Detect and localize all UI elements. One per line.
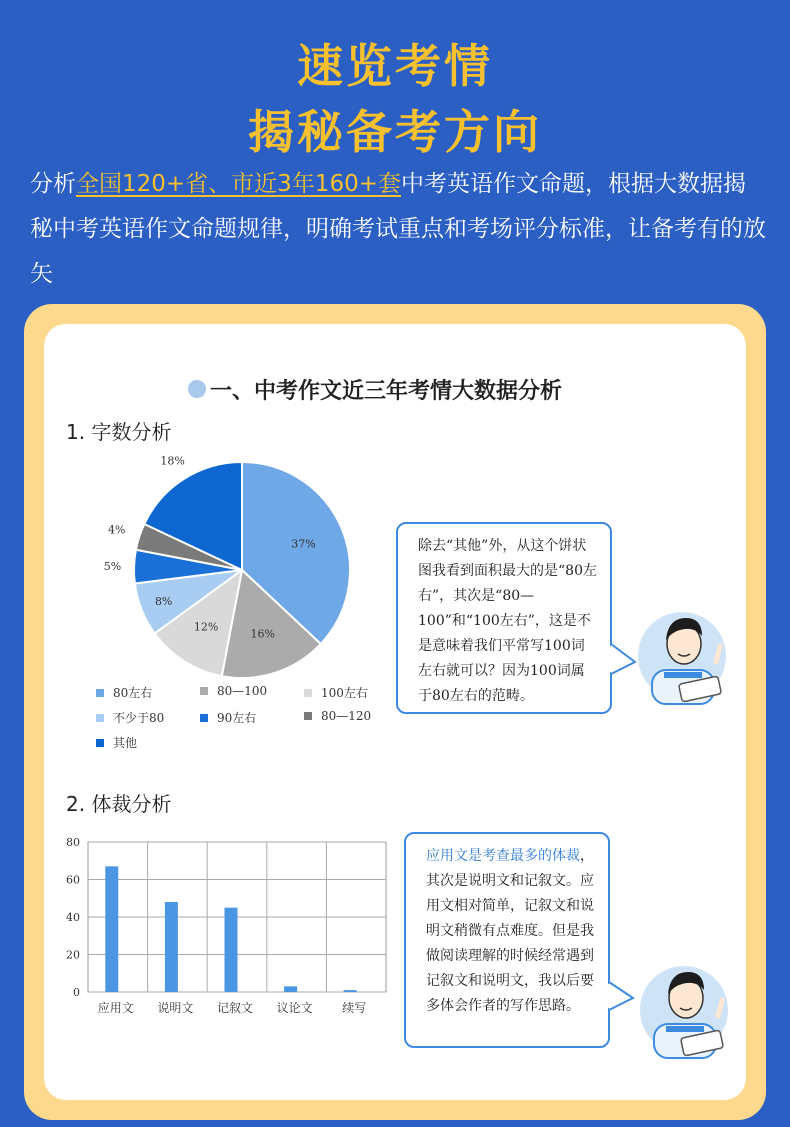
legend-label: 其他 xyxy=(113,736,138,750)
bullet-dot-icon xyxy=(188,380,206,398)
section-heading xyxy=(188,372,562,406)
legend-swatch xyxy=(96,689,104,697)
pie-slice-label: 4% xyxy=(107,523,126,537)
x-tick-label: 记叙文 xyxy=(216,1001,254,1015)
subheading-word-count: 1. 字数分析 xyxy=(66,420,172,444)
legend-item xyxy=(96,709,164,726)
bubble2-text: ，其次是说明文和记叙文。应用文相对简单，记叙文和说明文稍微有点难度。但是我做阅读理解的时候经常遇到记叙文和说明文，我以后要多体会作者的写作思路。 xyxy=(426,848,594,1014)
legend-label: 100左右 xyxy=(321,686,368,700)
legend-item xyxy=(304,709,371,723)
intro-part2: 中考英语作文命题，根据大数据揭秘中考英语作文命题规律，明确考试重点和考场评分标准，让备考有的放矢 xyxy=(30,171,766,287)
bar xyxy=(225,908,238,992)
legend-swatch xyxy=(96,714,104,722)
pie-chart xyxy=(100,456,370,686)
y-tick-label: 60 xyxy=(66,873,80,887)
student-avatar-icon xyxy=(632,950,732,1060)
legend-swatch xyxy=(304,712,312,720)
student-avatar-icon xyxy=(630,596,730,706)
intro-part1: 分析 xyxy=(30,171,76,197)
pie-slice-label: 8% xyxy=(154,595,173,609)
bubble1-text: 除去“其他”外，从这个饼状图我看到面积最大的是“80左右”，其次是“80—100”和“100左右”，这是不是意味着我们平常写100词左右就可以？因为100词属于80左右的范畴。 xyxy=(418,538,597,704)
subheading-genre: 2. 体裁分析 xyxy=(66,792,172,816)
y-tick-label: 0 xyxy=(73,986,80,999)
x-tick-label: 议论文 xyxy=(276,1001,313,1015)
pie-slice-label: 5% xyxy=(103,559,122,573)
legend-label: 80—120 xyxy=(321,709,372,723)
legend-item xyxy=(200,709,256,726)
y-tick-label: 20 xyxy=(66,948,80,962)
speech-bubble-1 xyxy=(396,522,612,714)
legend-label: 90左右 xyxy=(217,711,257,725)
legend-label: 80左右 xyxy=(113,686,153,700)
pie-slice-label: 16% xyxy=(250,627,275,641)
bubble2-highlight: 应用文是考查最多的体裁 xyxy=(426,848,580,864)
section-heading-text: 一、中考作文近三年考情大数据分析 xyxy=(210,378,563,404)
x-tick-label: 应用文 xyxy=(97,1001,134,1015)
x-tick-label: 续写 xyxy=(342,1001,367,1015)
intro-text xyxy=(30,162,766,297)
speech-bubble-2 xyxy=(404,832,610,1048)
legend-item xyxy=(304,684,368,701)
legend-swatch xyxy=(200,714,208,722)
legend-swatch xyxy=(96,739,104,747)
y-tick-label: 80 xyxy=(66,836,80,849)
legend-label: 80—100 xyxy=(217,684,268,698)
bar xyxy=(105,866,118,992)
legend-swatch xyxy=(200,687,208,695)
legend-item xyxy=(200,684,267,698)
bar-chart xyxy=(56,832,396,1022)
legend-swatch xyxy=(304,689,312,697)
bar xyxy=(284,986,297,992)
legend-item xyxy=(96,684,152,701)
x-tick-label: 说明文 xyxy=(157,1001,194,1015)
pie-slice-label: 18% xyxy=(160,456,185,468)
y-tick-label: 40 xyxy=(66,911,80,924)
bar xyxy=(344,990,357,992)
legend-label: 不少于80 xyxy=(113,711,165,725)
pie-slice-label: 12% xyxy=(193,620,219,634)
bar xyxy=(165,902,178,992)
intro-highlight: 全国120+省、市近3年160+套 xyxy=(76,171,401,197)
pie-slice-label: 37% xyxy=(291,537,316,551)
legend-item xyxy=(96,734,137,751)
title-line-1: 速览考情 xyxy=(297,39,493,93)
title-line-2: 揭秘备考方向 xyxy=(248,105,542,159)
